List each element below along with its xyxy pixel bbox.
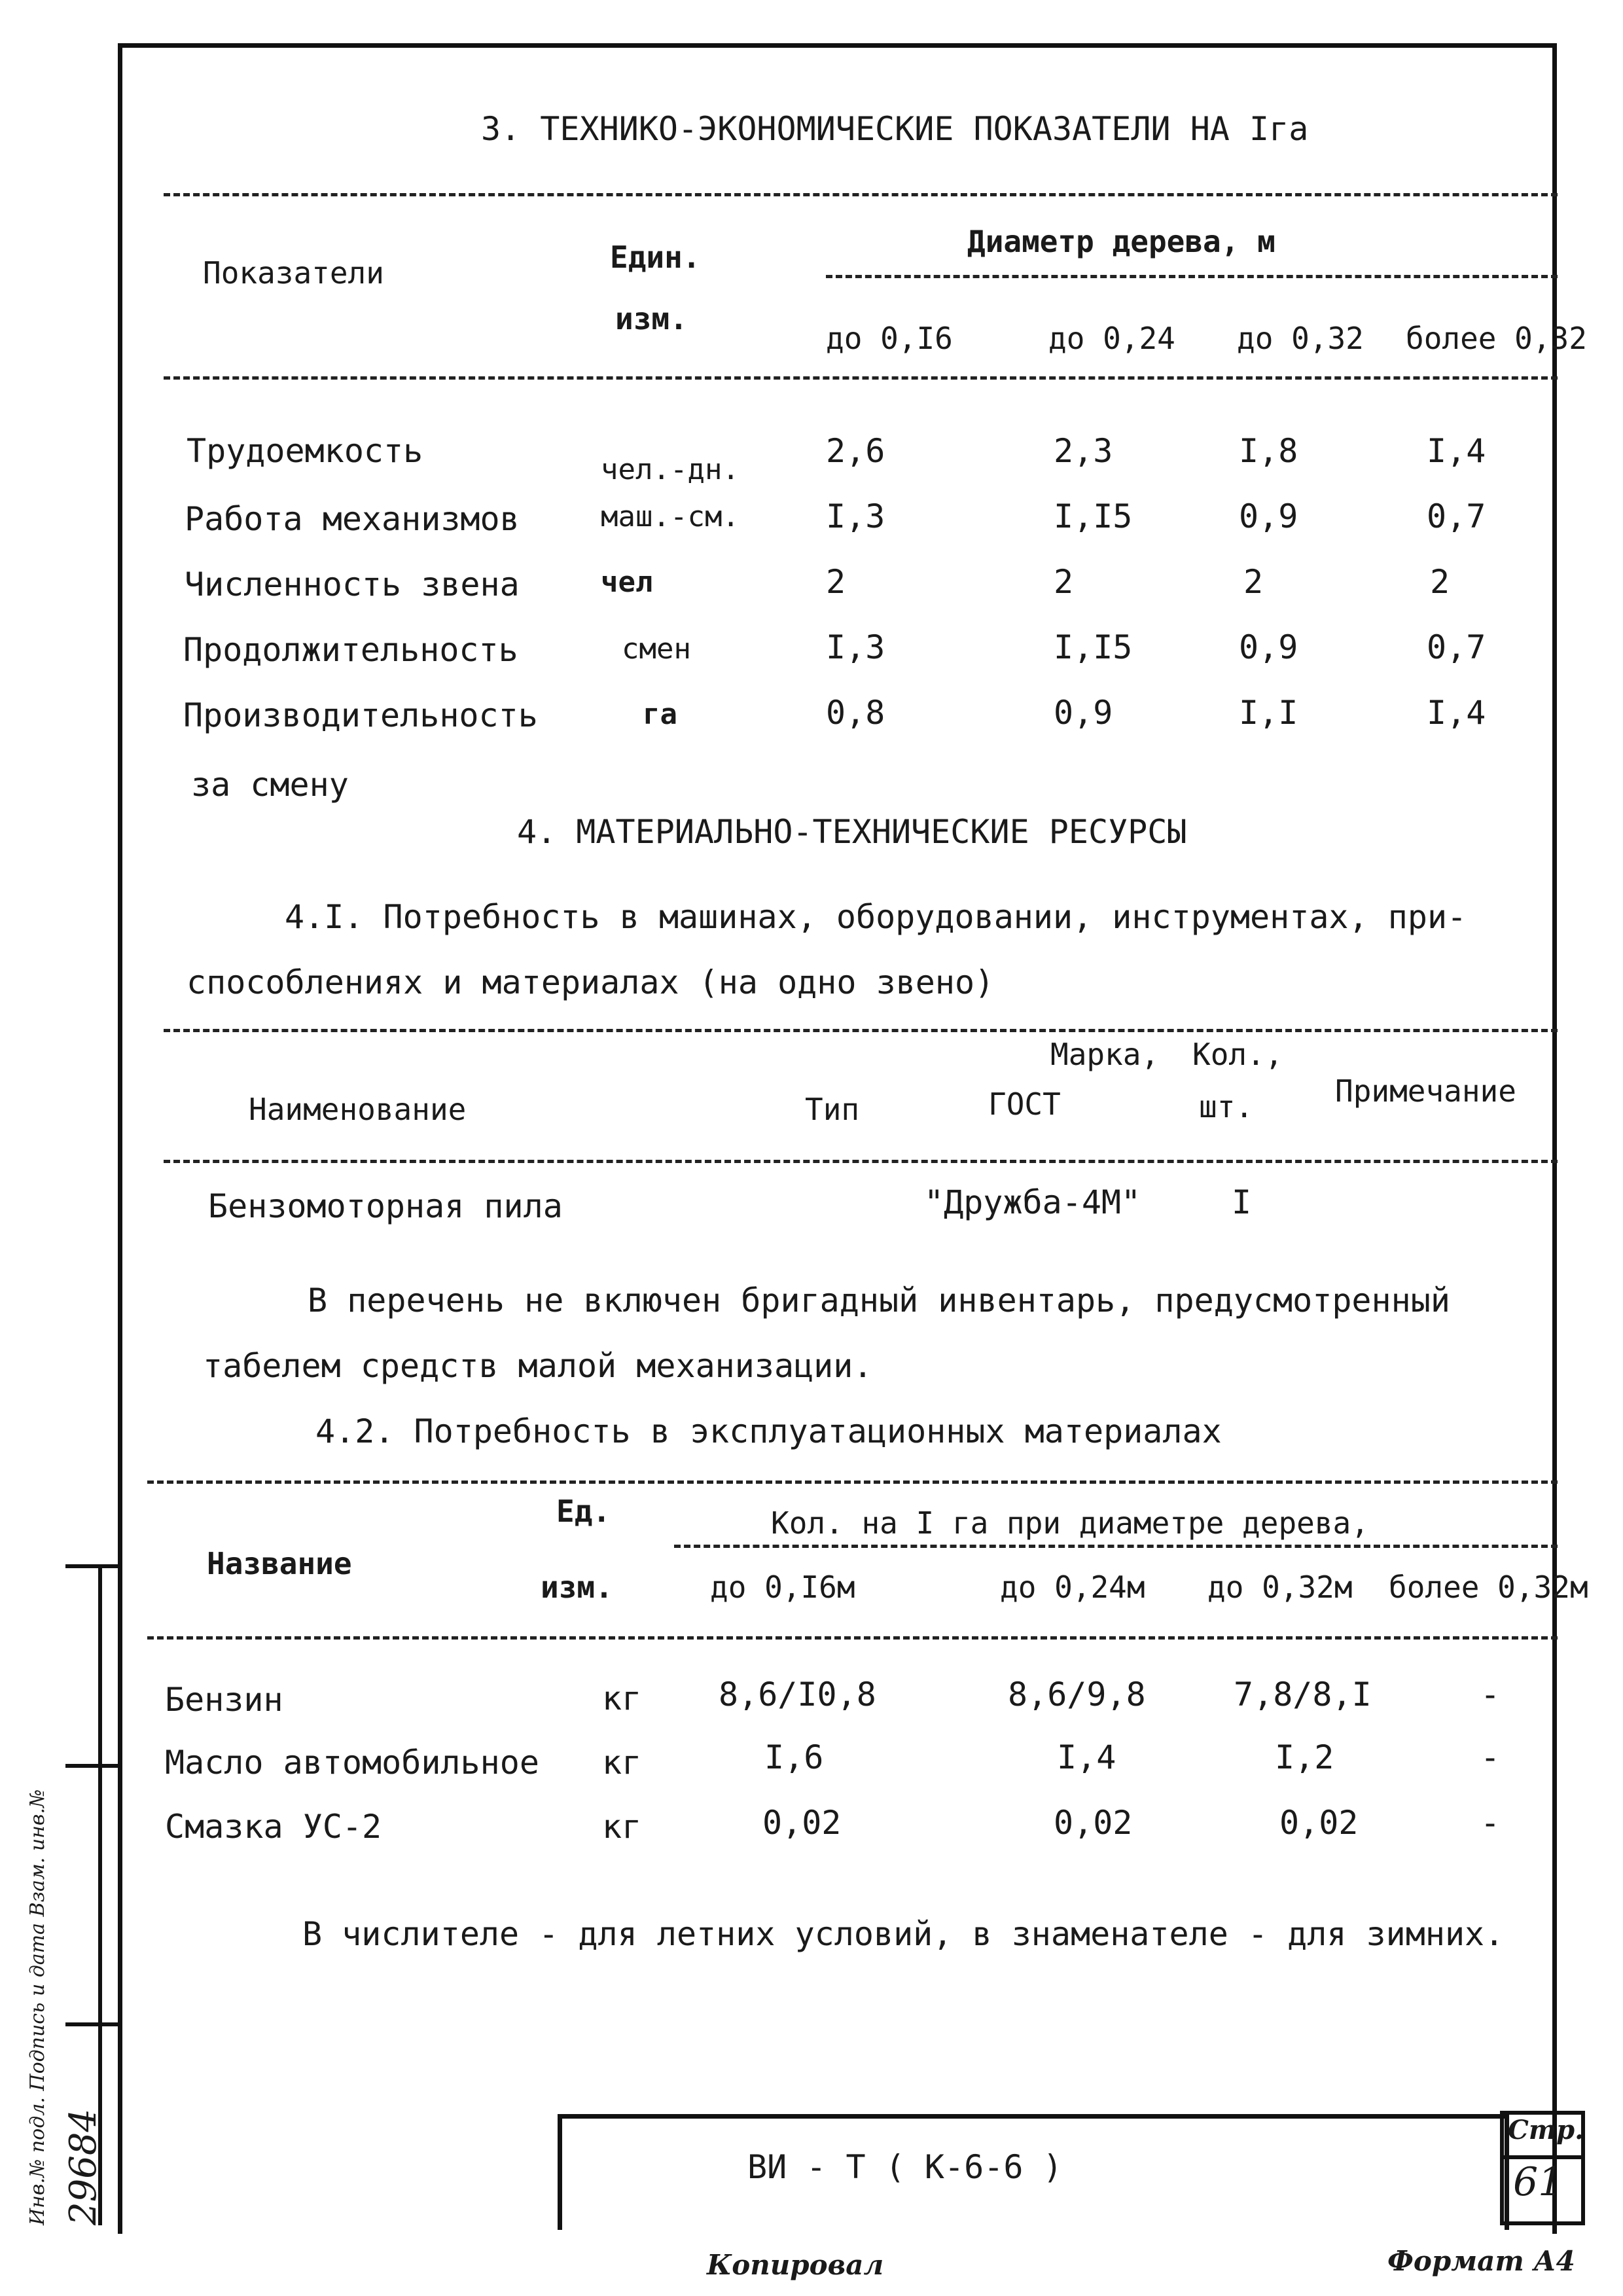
page-number-cell [1500,2155,1585,2225]
row-value: 0,7 [1427,628,1486,666]
section-3-title: 3. ТЕХНИКО-ЭКОНОМИЧЕСКИЕ ПОКАЗАТЕЛИ НА Iга [481,110,1309,148]
t2-row-value: - [1480,1676,1501,1713]
row-value: I,I [1239,694,1298,732]
row-unit: смен [622,632,691,666]
t2-row-value: I,4 [1057,1738,1116,1776]
page-frame [118,43,1557,2234]
row-name: Производительность [183,696,538,734]
note-line2: табелем средств малой механизации. [203,1347,873,1385]
t2-row-value: 0,02 [1054,1804,1133,1842]
divider [826,275,1558,278]
subsection-4-2: 4.2. Потребность в эксплуатационных материалах [315,1412,1222,1450]
format-label: Формат А4 [1387,2245,1575,2277]
divider [164,1160,1558,1163]
divider [147,1636,1558,1640]
t1-header-name: Наименование [249,1092,467,1127]
t2-row-value: 0,02 [1279,1804,1359,1842]
note-line1: В перечень не включен бригадный инвентарь, предусмотренный [308,1282,1450,1319]
row-value: 0,9 [1239,497,1298,535]
header-col-2: до 0,24 [1048,321,1175,356]
t2-row-unit: кг [602,1679,642,1717]
t2-row-value: - [1480,1738,1501,1776]
t2-header-col-4: более 0,32м [1389,1570,1588,1605]
divider [164,193,1558,196]
header-unit-2: изм. [615,301,688,336]
page-label-cell [1500,2111,1585,2159]
footnote: В числителе - для летних условий, в знаменателе - для зимних. [302,1915,1505,1953]
t2-row-unit: кг [602,1744,642,1782]
t2-row-value: 0,02 [762,1804,842,1842]
page-label: Стр. [1508,2115,1584,2145]
row-value: I,4 [1427,694,1486,732]
row-unit: га [643,698,677,731]
row-name: Численность звена [185,565,520,603]
row-value: I,I5 [1054,497,1133,535]
divider [164,376,1558,380]
section-4-title: 4. МАТЕРИАЛЬНО-ТЕХНИЧЕСКИЕ РЕСУРСЫ [517,813,1187,851]
t1-header-brand: Марка, [1050,1037,1160,1072]
divider [147,1480,1558,1484]
row-name: Трудоемкость [187,432,423,470]
t2-row-value: 7,8/8,I [1234,1676,1372,1713]
row-unit: чел.-дн. [601,453,740,486]
t2-header-col-1: до 0,I6м [710,1570,855,1605]
t2-header-col-3: до 0,32м [1207,1570,1353,1605]
row-value: I,3 [826,497,885,535]
row-value: 0,9 [1054,694,1113,732]
t2-header-col-2: до 0,24м [1000,1570,1145,1605]
copied-by: Копировал [707,2249,884,2281]
row-value: 2 [1054,563,1074,601]
t1-row-qty: I [1232,1183,1252,1221]
t2-row-name: Масло автомобильное [165,1744,539,1782]
inventory-number: 29684 [62,2108,105,2225]
subsection-4-1-line2: способлениях и материалах (на одно звено) [187,963,995,1001]
t1-header-qty: Кол., [1192,1037,1283,1072]
t2-row-value: 8,6/I0,8 [719,1676,876,1713]
t2-header-group: Кол. на I га при диаметре дерева, [771,1505,1369,1541]
t1-header-note: Примечание [1335,1073,1516,1109]
row-value: 2 [1430,563,1450,601]
row-value: 0,7 [1427,497,1486,535]
row-value: I,I5 [1054,628,1133,666]
t2-header-name: Название [207,1546,352,1581]
document-code: ВИ - Т ( К-6-6 ) [747,2148,1063,2186]
side-stamp-labels: Инв.№ подл. Подпись и дата Взам. инв.№ [26,1789,49,2225]
row-value: I,3 [826,628,885,666]
t2-row-unit: кг [602,1808,642,1846]
row-name: Работа механизмов [185,500,520,538]
divider [164,1029,1558,1032]
row-value: 2 [1243,563,1264,601]
t2-row-value: - [1480,1804,1501,1842]
t2-row-name: Смазка УС-2 [165,1808,382,1846]
t2-header-unit-2: изм. [541,1570,613,1605]
subsection-4-1-line1: 4.I. Потребность в машинах, оборудовании, инструментах, при- [285,898,1467,936]
divider [674,1545,1558,1548]
row-value: 0,8 [826,694,885,732]
row-name-continuation: за смену [191,766,349,804]
header-diameter: Диаметр дерева, м [967,224,1275,259]
row-value: 2,3 [1054,432,1113,470]
row-unit: маш.-см. [601,500,740,533]
row-name: Продолжительность [183,631,518,669]
t1-header-qty-2: шт. [1199,1089,1254,1124]
row-value: I,8 [1239,432,1298,470]
row-unit: чел [601,565,653,599]
t2-row-value: I,6 [764,1738,824,1776]
t1-header-brand-2: ГОСТ [988,1086,1061,1122]
side-stamp-separator [65,1764,118,1768]
row-value: 2 [826,563,846,601]
side-stamp-separator [65,2022,118,2026]
t2-row-name: Бензин [165,1681,283,1719]
t1-header-type: Тип [805,1092,860,1127]
header-col-4: более 0,32 [1406,321,1587,356]
side-stamp-separator [65,1564,118,1568]
row-value: 0,9 [1239,628,1298,666]
t1-row-name: Бензомоторная пила [208,1187,563,1225]
t2-row-value: I,2 [1275,1738,1334,1776]
row-value: 2,6 [826,432,885,470]
header-col-1: до 0,I6 [826,321,953,356]
t1-row-brand: "Дружба-4М" [924,1183,1141,1221]
header-unit: Един. [610,240,701,275]
page-number: 61 [1513,2159,1563,2205]
header-indicator: Показатели [203,255,384,291]
t2-header-unit: Ед. [556,1494,611,1529]
header-col-3: до 0,32 [1237,321,1364,356]
row-value: I,4 [1427,432,1486,470]
t2-row-value: 8,6/9,8 [1008,1676,1146,1713]
